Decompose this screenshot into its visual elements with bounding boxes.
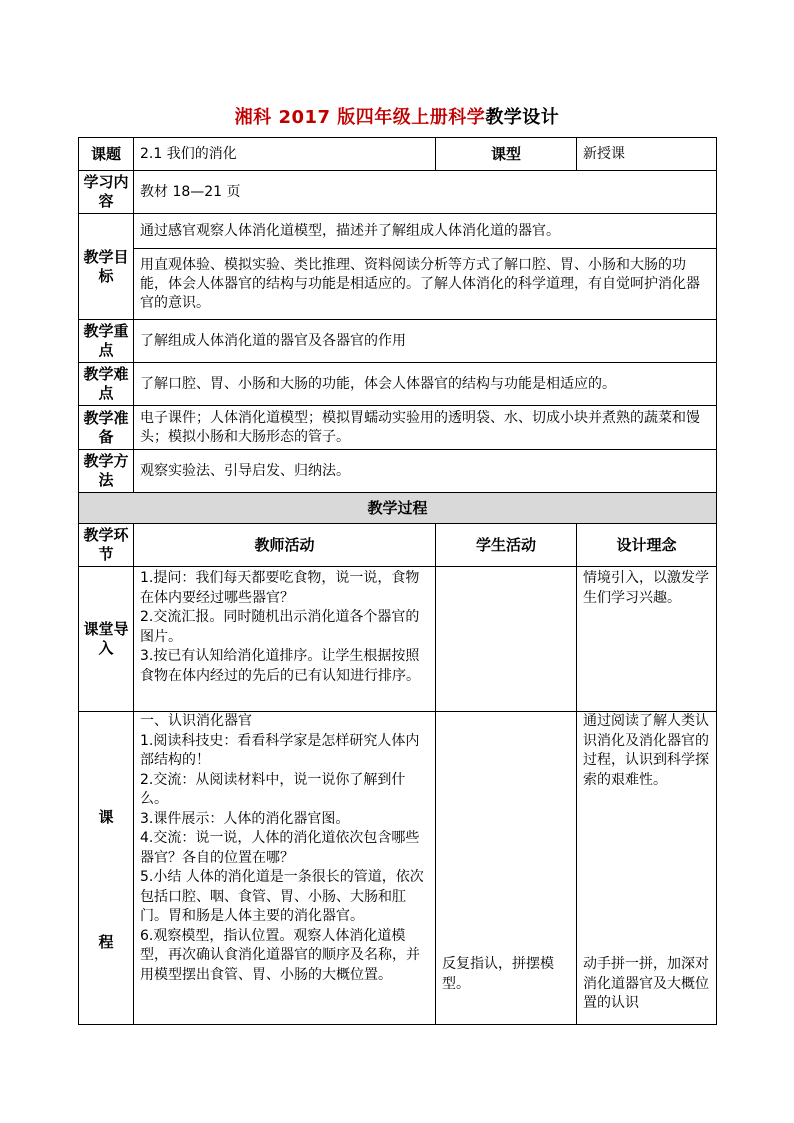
topic-row [79, 138, 717, 171]
title-suffix: 教学设计 [485, 107, 560, 128]
goal-2: 用直观体验、模拟实验、类比推理、资料阅读分析等方式了解口腔、胃、小肠和大肠的功能，体会人体器官的结构与功能是相适应的。了解人体消化的科学道理，有自觉呵护消化器官的意识。 [134, 249, 717, 320]
process-section-title: 教学过程 [79, 493, 717, 524]
topic-value: 2.1 我们的消化 [134, 138, 436, 171]
main-teacher-step: 6.观察模型，指认位置。观察人体消化道模型，再次确认食消化道器官的顺序及名称，并用模型摆出食管、胃、小肠的大概位置。 [140, 927, 420, 983]
goal-row-2 [79, 249, 717, 320]
method-label: 教学方法 [79, 450, 134, 493]
prep-row [79, 406, 717, 450]
main-design-bottom: 动手拼一拼，加深对消化道器官及大概位置的认识 [583, 956, 709, 1011]
goal-label: 教学目标 [79, 214, 134, 320]
main-student-activity: 反复指认，拼摆模型。 [442, 956, 554, 992]
main-teacher-cell [134, 712, 436, 1025]
prep-label: 教学准备 [79, 406, 134, 450]
document-title [0, 103, 794, 129]
col-teacher-header: 教师活动 [134, 524, 436, 567]
col-stage-header: 教学环节 [79, 524, 134, 567]
lesson-plan-table [78, 137, 717, 1025]
main-teacher-step: 2.交流：从阅读材料中，说一说你了解到什么。 [140, 771, 406, 807]
main-stage-cell [79, 712, 134, 1025]
content-label: 学习内容 [79, 171, 134, 214]
main-design-top: 通过阅读了解人类认识消化及消化器官的过程，认识到科学探索的艰难性。 [583, 713, 709, 788]
main-design-cell [577, 712, 717, 1025]
intro-teacher-step: 2.交流汇报。同时随机出示消化道各个器官的图片。 [140, 609, 420, 645]
prep-value: 电子课件；人体消化道模型；模拟胃蠕动实验用的透明袋、水、切成小块并煮熟的蔬菜和馒头；模拟小肠和大肠形态的管子。 [134, 406, 717, 450]
difficulty-row [79, 363, 717, 406]
key-row [79, 320, 717, 363]
content-value: 教材 18—21 页 [134, 171, 717, 214]
intro-student [436, 567, 577, 712]
intro-row [79, 567, 717, 712]
intro-teacher-step: 1.提问：我们每天都要吃食物，说一说，食物在体内要经过哪些器官？ [140, 570, 420, 606]
content-row [79, 171, 717, 214]
intro-teacher-step: 3.按已有认知给消化道排序。让学生根据按照食物在体内经过的先后的已有认知进行排序。 [140, 648, 420, 684]
main-student-cell [436, 712, 577, 1025]
difficulty-value: 了解口腔、胃、小肠和大肠的功能，体会人体器官的结构与功能是相适应的。 [134, 363, 717, 406]
type-value: 新授课 [577, 138, 717, 171]
difficulty-label: 教学难点 [79, 363, 134, 406]
title-prefix: 湘科 2017 版四年级上册科学 [234, 107, 486, 128]
main-teacher-step: 1.阅读科技史：看看科学家是怎样研究人体内部结构的！ [140, 732, 420, 768]
process-section-row [79, 493, 717, 524]
type-label: 课型 [436, 138, 577, 171]
key-value: 了解组成人体消化道的器官及各器官的作用 [134, 320, 717, 363]
key-label: 教学重点 [79, 320, 134, 363]
main-teacher-step: 3.课件展示：人体的消化器官图。 [140, 810, 350, 827]
goal-row-1 [79, 214, 717, 249]
main-process-row [79, 712, 717, 1025]
main-teacher-step: 5.小结 人体的消化道是一条很长的管道，依次包括口腔、咽、食管、胃、小肠、大肠和肛门。胃和肠是人体主要的消化器官。 [140, 869, 424, 924]
process-header-row [79, 524, 717, 567]
main-stage-top: 课 [98, 808, 114, 826]
intro-stage: 课堂导入 [79, 567, 134, 712]
intro-design: 情境引入，以激发学生们学习兴趣。 [577, 567, 717, 712]
main-stage-bottom: 程 [98, 933, 114, 951]
col-student-header: 学生活动 [436, 524, 577, 567]
col-design-header: 设计理念 [577, 524, 717, 567]
method-row [79, 450, 717, 493]
main-teacher-heading: 一、认识消化器官 [140, 713, 252, 729]
intro-teacher-cell [134, 567, 436, 712]
method-value: 观察实验法、引导启发、归纳法。 [134, 450, 717, 493]
goal-1: 通过感官观察人体消化道模型，描述并了解组成人体消化道的器官。 [134, 214, 717, 249]
main-teacher-step: 4.交流：说一说，人体的消化道依次包含哪些器官？各自的位置在哪？ [140, 830, 420, 866]
topic-label: 课题 [79, 138, 134, 171]
